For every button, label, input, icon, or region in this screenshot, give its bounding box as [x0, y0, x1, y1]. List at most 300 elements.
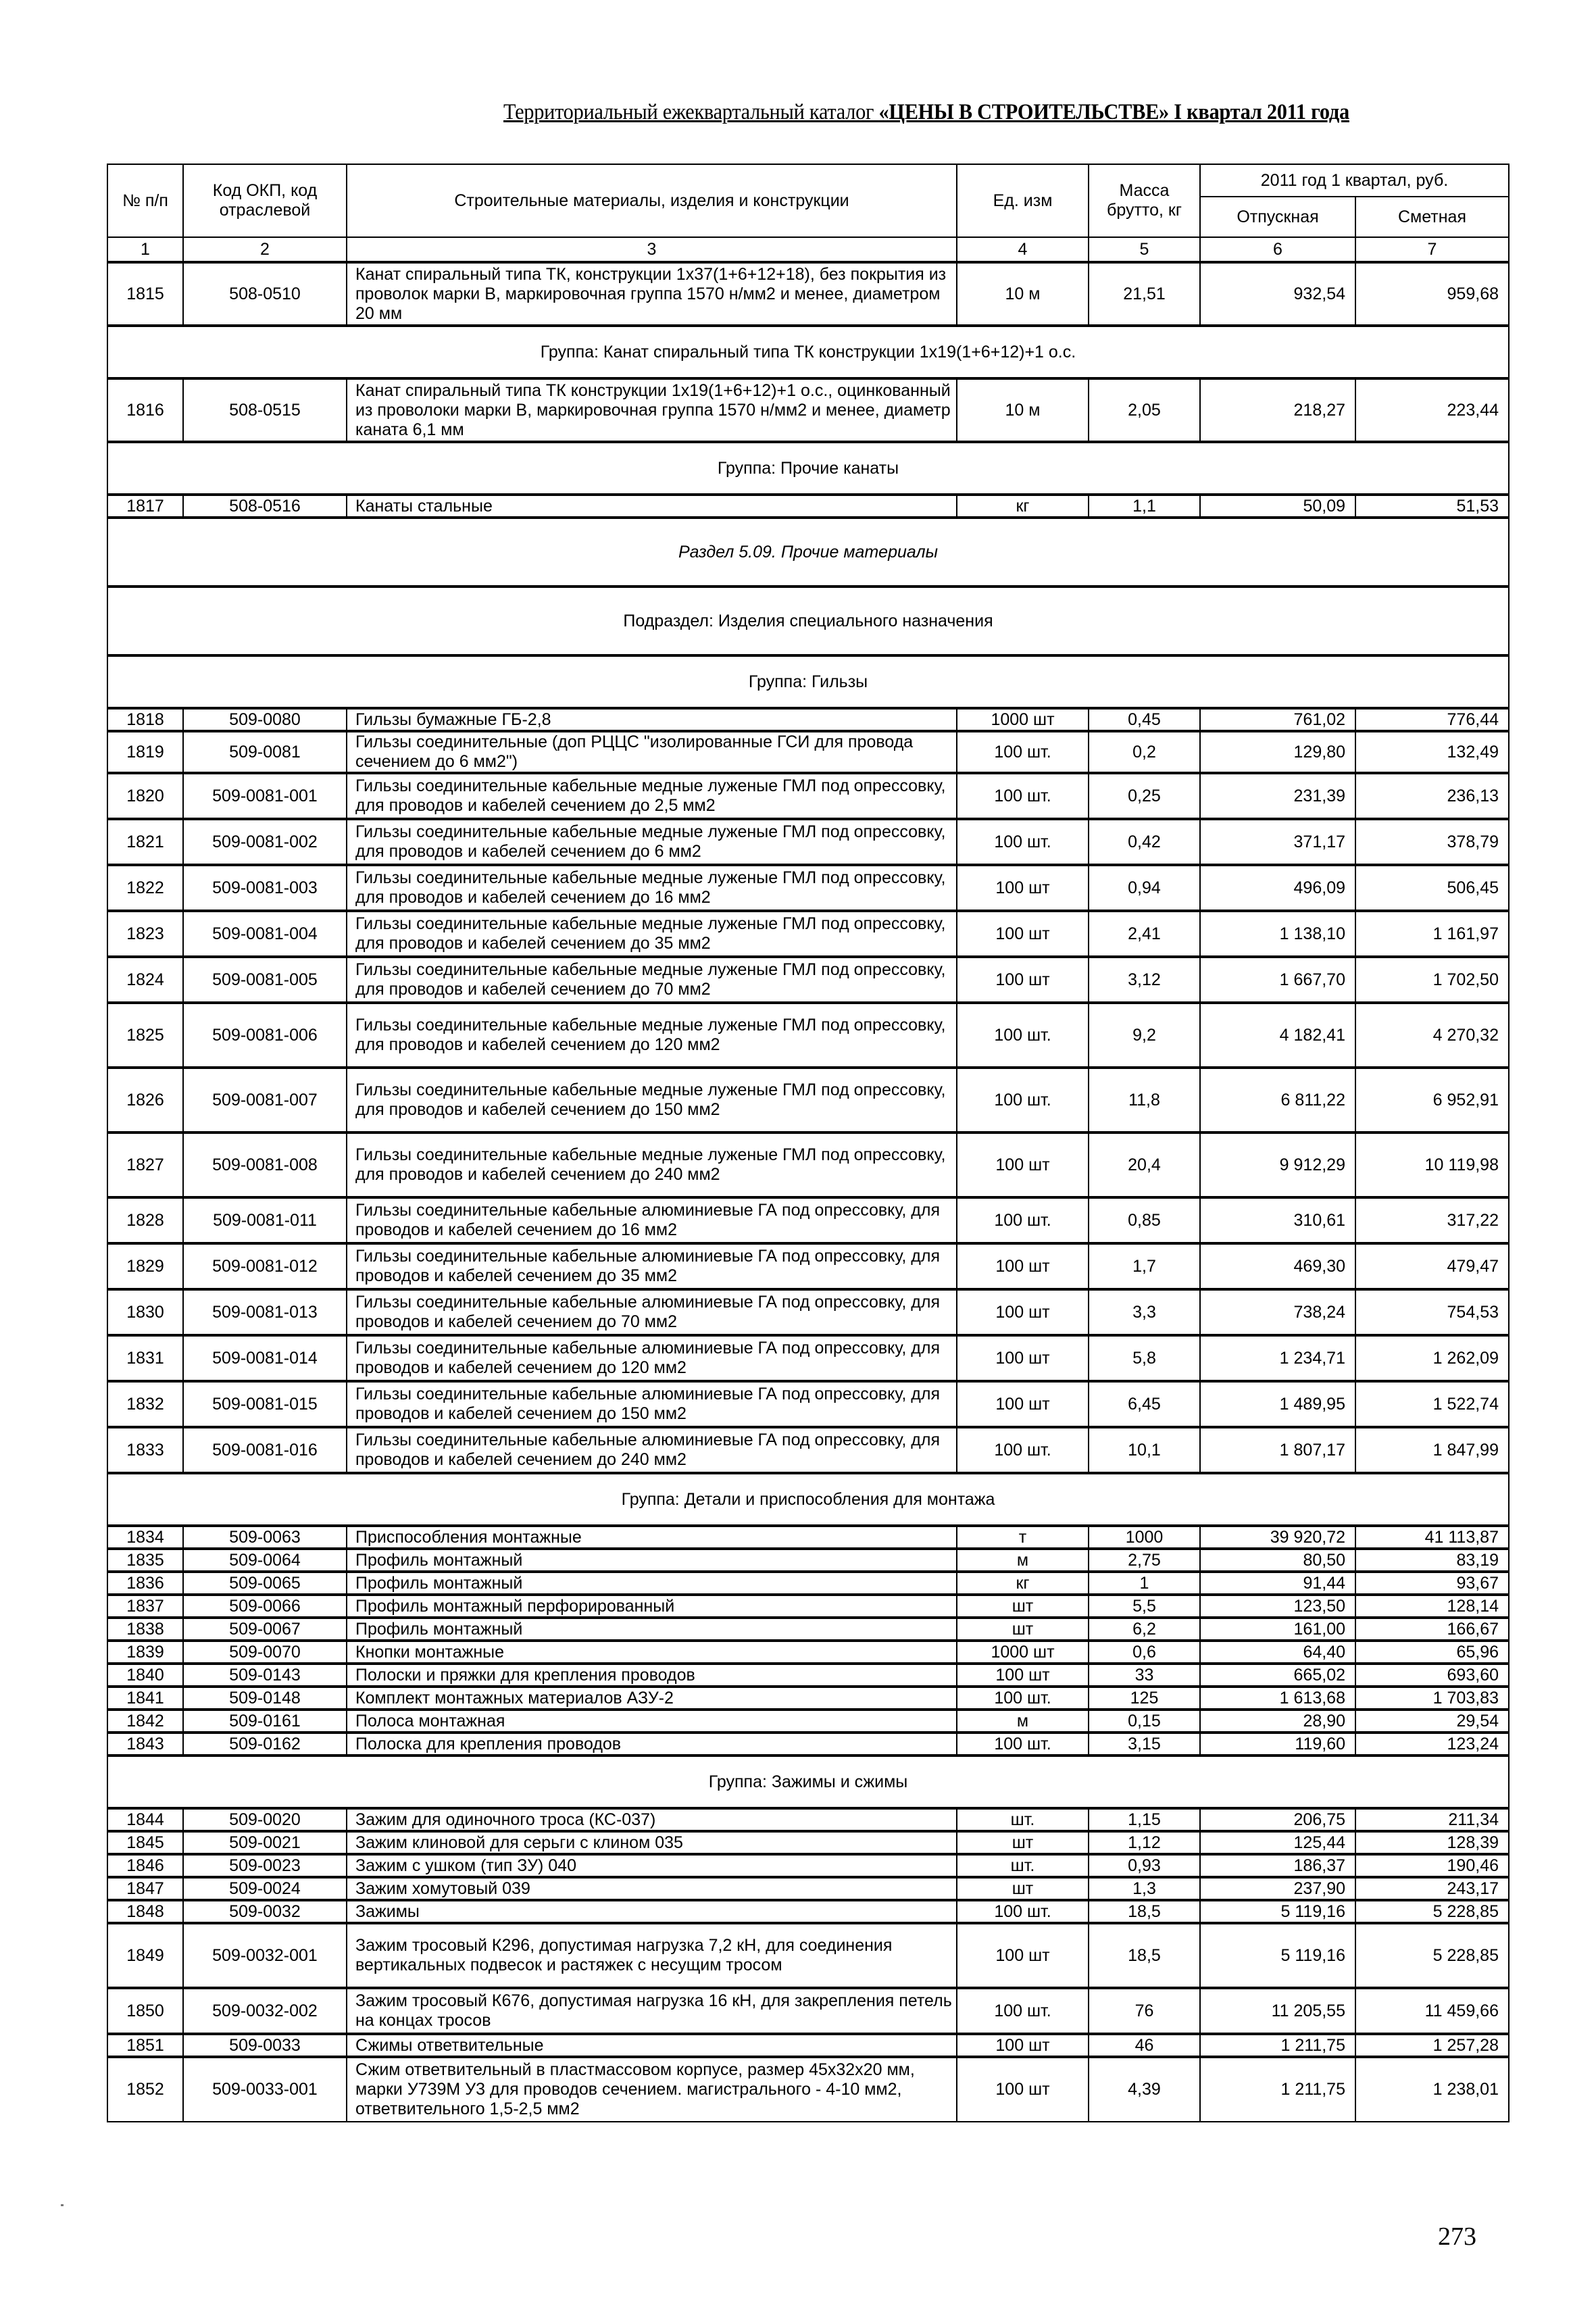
- section-header-row: [107, 518, 1509, 587]
- unit-of-measure: 100 шт: [957, 2034, 1089, 2057]
- release-price: 310,61: [1200, 1197, 1355, 1243]
- item-description: Гильзы соединительные кабельные алюминиевые ГА под опрессовку, для проводов и кабелей сечением до 16 мм2: [347, 1197, 957, 1243]
- estimate-price: 1 161,97: [1355, 911, 1509, 957]
- unit-of-measure: 100 шт.: [957, 819, 1089, 865]
- estimate-price: 128,14: [1355, 1595, 1509, 1618]
- column-number: 1: [107, 237, 183, 262]
- row-number: 1821: [107, 819, 183, 865]
- okp-code: 509-0065: [183, 1572, 347, 1595]
- gross-mass: 20,4: [1089, 1132, 1200, 1197]
- item-description: Гильзы соединительные кабельные медные луженые ГМЛ под опрессовку, для проводов и кабелей сечением до 35 мм2: [347, 911, 957, 957]
- gross-mass: 6,45: [1089, 1381, 1200, 1427]
- row-number: 1848: [107, 1900, 183, 1923]
- unit-of-measure: 100 шт: [957, 1243, 1089, 1289]
- estimate-price: 959,68: [1355, 262, 1509, 326]
- release-price: 469,30: [1200, 1243, 1355, 1289]
- gross-mass: 33: [1089, 1664, 1200, 1687]
- unit-of-measure: 100 шт.: [957, 1068, 1089, 1132]
- unit-of-measure: 100 шт: [957, 1289, 1089, 1335]
- release-price: 39 920,72: [1200, 1526, 1355, 1549]
- header-suffix: I квартал 2011 года: [1168, 100, 1349, 124]
- gross-mass: 18,5: [1089, 1923, 1200, 1988]
- item-description: Профиль монтажный: [347, 1549, 957, 1572]
- unit-of-measure: шт.: [957, 1854, 1089, 1877]
- estimate-price: 236,13: [1355, 773, 1509, 819]
- unit-of-measure: 100 шт: [957, 865, 1089, 911]
- catalog-header: [503, 100, 1349, 125]
- gross-mass: 1,1: [1089, 495, 1200, 518]
- row-number: 1833: [107, 1427, 183, 1473]
- okp-code: 509-0161: [183, 1710, 347, 1733]
- gross-mass: 1000: [1089, 1526, 1200, 1549]
- okp-code: 509-0024: [183, 1877, 347, 1900]
- item-description: Зажим для одиночного троса (КС-037): [347, 1808, 957, 1831]
- release-price: 5 119,16: [1200, 1900, 1355, 1923]
- okp-code: 509-0081-011: [183, 1197, 347, 1243]
- okp-code: 509-0032-001: [183, 1923, 347, 1988]
- release-price: 1 211,75: [1200, 2057, 1355, 2122]
- estimate-price: 166,67: [1355, 1618, 1509, 1641]
- gross-mass: 21,51: [1089, 262, 1200, 326]
- okp-code: 509-0081-015: [183, 1381, 347, 1427]
- table-row: [107, 819, 1509, 865]
- gross-mass: 0,85: [1089, 1197, 1200, 1243]
- estimate-price: 754,53: [1355, 1289, 1509, 1335]
- release-price: 231,39: [1200, 773, 1355, 819]
- unit-of-measure: 100 шт: [957, 911, 1089, 957]
- release-price: 28,90: [1200, 1710, 1355, 1733]
- gross-mass: 0,2: [1089, 731, 1200, 773]
- row-number: 1820: [107, 773, 183, 819]
- unit-of-measure: 100 шт: [957, 1923, 1089, 1988]
- gross-mass: 0,93: [1089, 1854, 1200, 1877]
- unit-of-measure: т: [957, 1526, 1089, 1549]
- table-row: [107, 1243, 1509, 1289]
- estimate-price: 11 459,66: [1355, 1988, 1509, 2034]
- okp-code: 509-0066: [183, 1595, 347, 1618]
- release-price: 123,50: [1200, 1595, 1355, 1618]
- row-number: 1828: [107, 1197, 183, 1243]
- table-row: [107, 1595, 1509, 1618]
- unit-of-measure: 100 шт: [957, 1664, 1089, 1687]
- release-price: 218,27: [1200, 378, 1355, 442]
- item-description: Гильзы соединительные кабельные медные луженые ГМЛ под опрессовку, для проводов и кабелей сечением до 240 мм2: [347, 1132, 957, 1197]
- unit-of-measure: кг: [957, 1572, 1089, 1595]
- group-header-row: [107, 442, 1509, 495]
- row-number: 1841: [107, 1687, 183, 1710]
- row-number: 1830: [107, 1289, 183, 1335]
- table-row: [107, 1687, 1509, 1710]
- row-number: 1817: [107, 495, 183, 518]
- scan-speck: [61, 2204, 64, 2206]
- estimate-price: 1 702,50: [1355, 957, 1509, 1003]
- row-number: 1843: [107, 1733, 183, 1756]
- release-price: 119,60: [1200, 1733, 1355, 1756]
- okp-code: 509-0033-001: [183, 2057, 347, 2122]
- table-row: [107, 1132, 1509, 1197]
- estimate-price: 317,22: [1355, 1197, 1509, 1243]
- gross-mass: 3,3: [1089, 1289, 1200, 1335]
- table-row: [107, 1900, 1509, 1923]
- row-number: 1831: [107, 1335, 183, 1381]
- gross-mass: 3,12: [1089, 957, 1200, 1003]
- row-number: 1845: [107, 1831, 183, 1854]
- estimate-price: 1 703,83: [1355, 1687, 1509, 1710]
- col-header-desc: Строительные материалы, изделия и конструкции: [347, 164, 957, 237]
- row-number: 1832: [107, 1381, 183, 1427]
- okp-code: 509-0070: [183, 1641, 347, 1664]
- okp-code: 509-0021: [183, 1831, 347, 1854]
- row-number: 1834: [107, 1526, 183, 1549]
- okp-code: 509-0148: [183, 1687, 347, 1710]
- group-header-row: [107, 655, 1509, 708]
- item-description: Гильзы соединительные кабельные алюминиевые ГА под опрессовку, для проводов и кабелей сечением до 150 мм2: [347, 1381, 957, 1427]
- row-number: 1847: [107, 1877, 183, 1900]
- okp-code: 509-0067: [183, 1618, 347, 1641]
- unit-of-measure: 100 шт: [957, 1132, 1089, 1197]
- row-number: 1846: [107, 1854, 183, 1877]
- row-number: 1836: [107, 1572, 183, 1595]
- gross-mass: 46: [1089, 2034, 1200, 2057]
- col-header-mass: Масса брутто, кг: [1089, 164, 1200, 237]
- table-row: [107, 1572, 1509, 1595]
- unit-of-measure: 100 шт: [957, 1335, 1089, 1381]
- table-row: [107, 731, 1509, 773]
- item-description: Гильзы соединительные кабельные алюминиевые ГА под опрессовку, для проводов и кабелей сечением до 240 мм2: [347, 1427, 957, 1473]
- gross-mass: 2,05: [1089, 378, 1200, 442]
- table-row: [107, 378, 1509, 442]
- okp-code: 509-0081-013: [183, 1289, 347, 1335]
- item-description: Зажим с ушком (тип ЗУ) 040: [347, 1854, 957, 1877]
- okp-code: 509-0081-006: [183, 1003, 347, 1068]
- item-description: Зажим тросовый К296, допустимая нагрузка 7,2 кН, для соединения вертикальных подвесок и растяжек с несущим тросом: [347, 1923, 957, 1988]
- release-price: 6 811,22: [1200, 1068, 1355, 1132]
- group-title: Группа: Канат спиральный типа ТК конструкции 1х19(1+6+12)+1 о.с.: [107, 326, 1509, 378]
- unit-of-measure: шт: [957, 1618, 1089, 1641]
- gross-mass: 76: [1089, 1988, 1200, 2034]
- unit-of-measure: 100 шт.: [957, 1687, 1089, 1710]
- item-description: Зажим хомутовый 039: [347, 1877, 957, 1900]
- gross-mass: 1,3: [1089, 1877, 1200, 1900]
- row-number: 1824: [107, 957, 183, 1003]
- row-number: 1840: [107, 1664, 183, 1687]
- item-description: Гильзы соединительные кабельные медные луженые ГМЛ под опрессовку, для проводов и кабелей сечением до 2,5 мм2: [347, 773, 957, 819]
- item-description: Приспособления монтажные: [347, 1526, 957, 1549]
- okp-code: 509-0081-016: [183, 1427, 347, 1473]
- column-numbers-row: [107, 237, 1509, 262]
- table-row: [107, 1733, 1509, 1756]
- okp-code: 509-0081-001: [183, 773, 347, 819]
- unit-of-measure: 10 м: [957, 262, 1089, 326]
- estimate-price: 1 522,74: [1355, 1381, 1509, 1427]
- item-description: Канат спиральный типа ТК, конструкции 1х37(1+6+12+18), без покрытия из проволок марки В, маркировочная группа 1570 н/мм2 и менее, диаметром 20 мм: [347, 262, 957, 326]
- okp-code: 509-0081-005: [183, 957, 347, 1003]
- row-number: 1825: [107, 1003, 183, 1068]
- row-number: 1823: [107, 911, 183, 957]
- row-number: 1822: [107, 865, 183, 911]
- okp-code: 509-0020: [183, 1808, 347, 1831]
- unit-of-measure: 100 шт: [957, 2057, 1089, 2122]
- release-price: 496,09: [1200, 865, 1355, 911]
- estimate-price: 6 952,91: [1355, 1068, 1509, 1132]
- table-row: [107, 2057, 1509, 2122]
- okp-code: 509-0081-007: [183, 1068, 347, 1132]
- estimate-price: 29,54: [1355, 1710, 1509, 1733]
- unit-of-measure: кг: [957, 495, 1089, 518]
- group-header-row: [107, 1756, 1509, 1808]
- release-price: 371,17: [1200, 819, 1355, 865]
- table-row: [107, 495, 1509, 518]
- release-price: 186,37: [1200, 1854, 1355, 1877]
- release-price: 1 807,17: [1200, 1427, 1355, 1473]
- gross-mass: 0,45: [1089, 708, 1200, 731]
- release-price: 50,09: [1200, 495, 1355, 518]
- okp-code: 509-0081-008: [183, 1132, 347, 1197]
- unit-of-measure: шт: [957, 1831, 1089, 1854]
- table-row: [107, 1427, 1509, 1473]
- estimate-price: 51,53: [1355, 495, 1509, 518]
- okp-code: 509-0081-004: [183, 911, 347, 957]
- table-row: [107, 865, 1509, 911]
- okp-code: 509-0032-002: [183, 1988, 347, 2034]
- release-price: 11 205,55: [1200, 1988, 1355, 2034]
- unit-of-measure: м: [957, 1710, 1089, 1733]
- item-description: Комплект монтажных материалов АЗУ-2: [347, 1687, 957, 1710]
- gross-mass: 2,75: [1089, 1549, 1200, 1572]
- okp-code: 509-0081-003: [183, 865, 347, 911]
- column-number: 7: [1355, 237, 1509, 262]
- unit-of-measure: 10 м: [957, 378, 1089, 442]
- row-number: 1851: [107, 2034, 183, 2057]
- table-row: [107, 1710, 1509, 1733]
- item-description: Гильзы соединительные кабельные алюминиевые ГА под опрессовку, для проводов и кабелей сечением до 120 мм2: [347, 1335, 957, 1381]
- table-row: [107, 1808, 1509, 1831]
- table-row: [107, 1335, 1509, 1381]
- estimate-price: 479,47: [1355, 1243, 1509, 1289]
- column-number: 5: [1089, 237, 1200, 262]
- gross-mass: 0,15: [1089, 1710, 1200, 1733]
- unit-of-measure: 1000 шт: [957, 708, 1089, 731]
- row-number: 1816: [107, 378, 183, 442]
- unit-of-measure: 100 шт: [957, 957, 1089, 1003]
- estimate-price: 693,60: [1355, 1664, 1509, 1687]
- item-description: Профиль монтажный: [347, 1618, 957, 1641]
- release-price: 80,50: [1200, 1549, 1355, 1572]
- release-price: 1 211,75: [1200, 2034, 1355, 2057]
- okp-code: 509-0063: [183, 1526, 347, 1549]
- okp-code: 509-0143: [183, 1664, 347, 1687]
- table-row: [107, 1003, 1509, 1068]
- row-number: 1819: [107, 731, 183, 773]
- gross-mass: 18,5: [1089, 1900, 1200, 1923]
- release-price: 665,02: [1200, 1664, 1355, 1687]
- unit-of-measure: 100 шт.: [957, 1003, 1089, 1068]
- item-description: Полоска для крепления проводов: [347, 1733, 957, 1756]
- group-header-row: [107, 326, 1509, 378]
- gross-mass: 10,1: [1089, 1427, 1200, 1473]
- row-number: 1815: [107, 262, 183, 326]
- row-number: 1838: [107, 1618, 183, 1641]
- estimate-price: 223,44: [1355, 378, 1509, 442]
- unit-of-measure: м: [957, 1549, 1089, 1572]
- row-number: 1829: [107, 1243, 183, 1289]
- col-header-code: Код ОКП, код отраслевой: [183, 164, 347, 237]
- column-number: 4: [957, 237, 1089, 262]
- gross-mass: 0,25: [1089, 773, 1200, 819]
- item-description: Зажим тросовый К676, допустимая нагрузка 16 кН, для закрепления петель на концах тросов: [347, 1988, 957, 2034]
- table-body: [107, 237, 1509, 2122]
- release-price: 1 667,70: [1200, 957, 1355, 1003]
- release-price: 1 138,10: [1200, 911, 1355, 957]
- okp-code: 508-0510: [183, 262, 347, 326]
- row-number: 1837: [107, 1595, 183, 1618]
- item-description: Полоски и пряжки для крепления проводов: [347, 1664, 957, 1687]
- unit-of-measure: шт.: [957, 1808, 1089, 1831]
- unit-of-measure: 100 шт.: [957, 1733, 1089, 1756]
- item-description: Профиль монтажный перфорированный: [347, 1595, 957, 1618]
- row-number: 1849: [107, 1923, 183, 1988]
- okp-code: 509-0033: [183, 2034, 347, 2057]
- gross-mass: 125: [1089, 1687, 1200, 1710]
- okp-code: 509-0162: [183, 1733, 347, 1756]
- gross-mass: 2,41: [1089, 911, 1200, 957]
- estimate-price: 4 270,32: [1355, 1003, 1509, 1068]
- item-description: Гильзы соединительные кабельные медные луженые ГМЛ под опрессовку, для проводов и кабелей сечением до 150 мм2: [347, 1068, 957, 1132]
- table-row: [107, 1923, 1509, 1988]
- row-number: 1818: [107, 708, 183, 731]
- item-description: Канаты стальные: [347, 495, 957, 518]
- okp-code: 509-0081-002: [183, 819, 347, 865]
- estimate-price: 83,19: [1355, 1549, 1509, 1572]
- table-row: [107, 1549, 1509, 1572]
- estimate-price: 1 262,09: [1355, 1335, 1509, 1381]
- group-title: Группа: Детали и приспособления для монтажа: [107, 1473, 1509, 1526]
- okp-code: 509-0032: [183, 1900, 347, 1923]
- okp-code: 509-0081-012: [183, 1243, 347, 1289]
- estimate-price: 41 113,87: [1355, 1526, 1509, 1549]
- estimate-price: 123,24: [1355, 1733, 1509, 1756]
- gross-mass: 1,15: [1089, 1808, 1200, 1831]
- table-row: [107, 957, 1509, 1003]
- release-price: 1 234,71: [1200, 1335, 1355, 1381]
- group-title: Группа: Гильзы: [107, 655, 1509, 708]
- table-row: [107, 1641, 1509, 1664]
- column-number: 2: [183, 237, 347, 262]
- release-price: 1 613,68: [1200, 1687, 1355, 1710]
- estimate-price: 211,34: [1355, 1808, 1509, 1831]
- table-row: [107, 1618, 1509, 1641]
- estimate-price: 190,46: [1355, 1854, 1509, 1877]
- estimate-price: 506,45: [1355, 865, 1509, 911]
- gross-mass: 5,5: [1089, 1595, 1200, 1618]
- price-catalog-table: [107, 164, 1510, 2122]
- table-row: [107, 708, 1509, 731]
- section-title: Раздел 5.09. Прочие материалы: [107, 518, 1509, 587]
- unit-of-measure: 100 шт.: [957, 1427, 1089, 1473]
- item-description: Гильзы соединительные кабельные медные луженые ГМЛ под опрессовку, для проводов и кабелей сечением до 120 мм2: [347, 1003, 957, 1068]
- gross-mass: 6,2: [1089, 1618, 1200, 1641]
- col-header-unit: Ед. изм: [957, 164, 1089, 237]
- unit-of-measure: 100 шт.: [957, 1900, 1089, 1923]
- table-row: [107, 1068, 1509, 1132]
- release-price: 5 119,16: [1200, 1923, 1355, 1988]
- item-description: Гильзы бумажные ГБ-2,8: [347, 708, 957, 731]
- header-title: «ЦЕНЫ В СТРОИТЕЛЬСТВЕ»: [878, 100, 1169, 124]
- table-row: [107, 1664, 1509, 1687]
- page-number: 273: [1438, 2222, 1476, 2251]
- release-price: 206,75: [1200, 1808, 1355, 1831]
- gross-mass: 0,42: [1089, 819, 1200, 865]
- col-header-release-price: Отпускная: [1200, 197, 1355, 237]
- table-row: [107, 262, 1509, 326]
- item-description: Гильзы соединительные кабельные алюминиевые ГА под опрессовку, для проводов и кабелей сечением до 70 мм2: [347, 1289, 957, 1335]
- table-row: [107, 1831, 1509, 1854]
- unit-of-measure: 100 шт: [957, 1381, 1089, 1427]
- item-description: Канат спиральный типа ТК конструкции 1х19(1+6+12)+1 о.с., оцинкованный из проволоки марки В, маркировочная группа 1570 н/мм2 и менее, диаметр каната 6,1 мм: [347, 378, 957, 442]
- gross-mass: 1,7: [1089, 1243, 1200, 1289]
- item-description: Гильзы соединительные кабельные медные луженые ГМЛ под опрессовку, для проводов и кабелей сечением до 16 мм2: [347, 865, 957, 911]
- gross-mass: 9,2: [1089, 1003, 1200, 1068]
- col-header-num: № п/п: [107, 164, 183, 237]
- estimate-price: 132,49: [1355, 731, 1509, 773]
- table-row: [107, 773, 1509, 819]
- release-price: 1 489,95: [1200, 1381, 1355, 1427]
- table-row: [107, 1526, 1509, 1549]
- row-number: 1827: [107, 1132, 183, 1197]
- estimate-price: 65,96: [1355, 1641, 1509, 1664]
- item-description: Кнопки монтажные: [347, 1641, 957, 1664]
- row-number: 1844: [107, 1808, 183, 1831]
- estimate-price: 128,39: [1355, 1831, 1509, 1854]
- gross-mass: 1,12: [1089, 1831, 1200, 1854]
- okp-code: 509-0080: [183, 708, 347, 731]
- table-row: [107, 911, 1509, 957]
- estimate-price: 10 119,98: [1355, 1132, 1509, 1197]
- release-price: 91,44: [1200, 1572, 1355, 1595]
- item-description: Зажим клиновой для серьги с клином 035: [347, 1831, 957, 1854]
- item-description: Гильзы соединительные (доп РЦЦС "изолированные ГСИ для провода сечением до 6 мм2"): [347, 731, 957, 773]
- okp-code: 509-0023: [183, 1854, 347, 1877]
- gross-mass: 1: [1089, 1572, 1200, 1595]
- okp-code: 508-0516: [183, 495, 347, 518]
- gross-mass: 0,6: [1089, 1641, 1200, 1664]
- table-row: [107, 1877, 1509, 1900]
- release-price: 9 912,29: [1200, 1132, 1355, 1197]
- row-number: 1852: [107, 2057, 183, 2122]
- unit-of-measure: 100 шт.: [957, 773, 1089, 819]
- item-description: Зажимы: [347, 1900, 957, 1923]
- item-description: Гильзы соединительные кабельные медные луженые ГМЛ под опрессовку, для проводов и кабелей сечением до 70 мм2: [347, 957, 957, 1003]
- okp-code: 509-0081-014: [183, 1335, 347, 1381]
- estimate-price: 5 228,85: [1355, 1900, 1509, 1923]
- item-description: Гильзы соединительные кабельные медные луженые ГМЛ под опрессовку, для проводов и кабелей сечением до 6 мм2: [347, 819, 957, 865]
- column-number: 3: [347, 237, 957, 262]
- item-description: Полоса монтажная: [347, 1710, 957, 1733]
- table-row: [107, 1988, 1509, 2034]
- table-row: [107, 1381, 1509, 1427]
- column-number: 6: [1200, 237, 1355, 262]
- unit-of-measure: 100 шт.: [957, 1988, 1089, 2034]
- table-row: [107, 1197, 1509, 1243]
- item-description: Гильзы соединительные кабельные алюминиевые ГА под опрессовку, для проводов и кабелей сечением до 35 мм2: [347, 1243, 957, 1289]
- unit-of-measure: шт: [957, 1877, 1089, 1900]
- col-header-price-group: 2011 год 1 квартал, руб.: [1200, 164, 1509, 197]
- group-header-row: [107, 1473, 1509, 1526]
- gross-mass: 4,39: [1089, 2057, 1200, 2122]
- release-price: 125,44: [1200, 1831, 1355, 1854]
- gross-mass: 3,15: [1089, 1733, 1200, 1756]
- estimate-price: 5 228,85: [1355, 1923, 1509, 1988]
